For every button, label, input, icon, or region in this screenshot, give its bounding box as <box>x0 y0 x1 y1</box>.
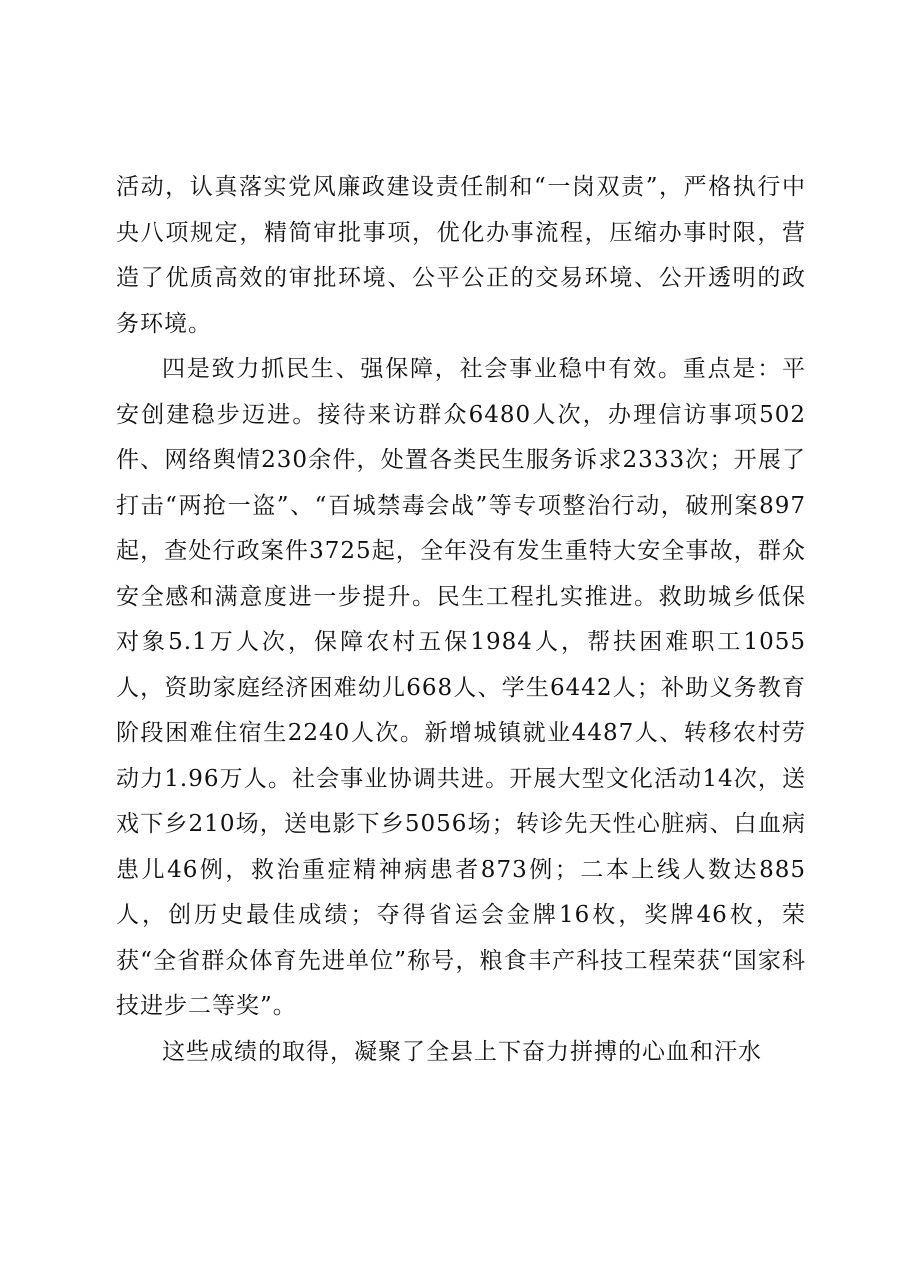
document-body <box>116 165 806 1075</box>
paragraph-3: 这些成绩的取得，凝聚了全县上下奋力拼搏的心血和汗水 <box>162 1038 762 1065</box>
paragraph-2: 四是致力抓民生、强保障，社会事业稳中有效。重点是：平安创建稳步迈进。接待来访群众6480人次，办理信访事项502件、网络舆情230余件，处置各类民生服务诉求2333次；开展了打击“两抢一盗”、“百城禁毒会战”等专项整治行动，破刑案897起，查处行政案件3725起，全年没有发生重特大安全事故，群众安全感和满意度进一步提升。民生工程扎实推进。救助城乡低保对象5.1万人次，保障农村五保1984人，帮扶困难职工1055人，资助家庭经济困难幼儿668人、学生6442人；补助义务教育阶段困难住宿生2240人次。新增城镇就业4487人、转移农村劳动力1.96万人。社会事业协调共进。开展大型文化活动14次，送戏下乡210场，送电影下乡5056场；转诊先天性心脏病、白血病患儿46例，救治重症精神病患者873例；二本上线人数达885人，创历史最佳成绩；夺得省运会金牌16枚，奖牌46枚，荣获“全省群众体育先进单位”称号，粮食丰产科技工程荣获“国家科技进步二等奖”。 <box>116 356 806 1019</box>
paragraph-1: 活动，认真落实党风廉政建设责任制和“一岗双责”，严格执行中央八项规定，精简审批事项，优化办事流程，压缩办事时限，营造了优质高效的审批环境、公平公正的交易环境、公开透明的政务环境。 <box>116 174 806 337</box>
